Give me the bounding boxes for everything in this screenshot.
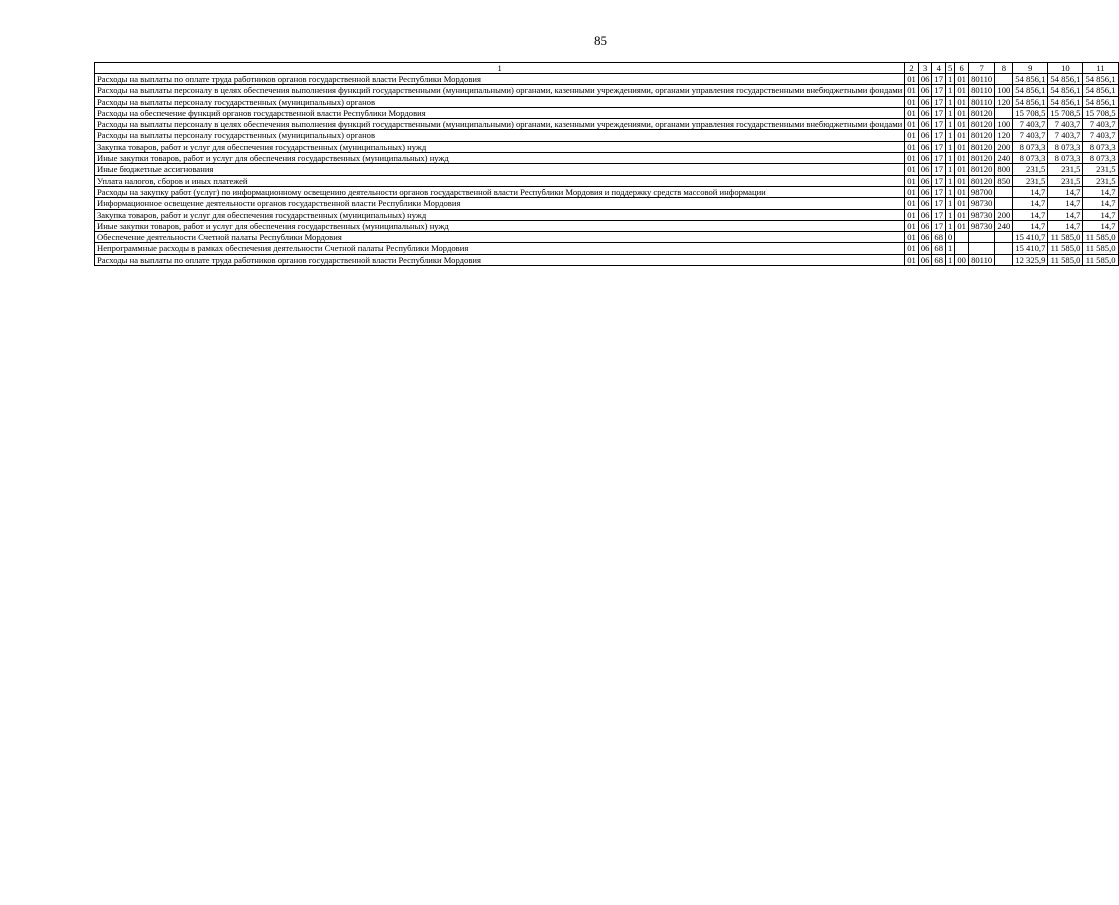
row-cell-col-3: 06 (918, 130, 932, 141)
table-row (95, 74, 1119, 85)
table-header-row (95, 63, 1119, 74)
row-cell-col-4: 17 (932, 96, 946, 107)
header-cell-3: 3 (918, 63, 932, 74)
row-cell-col-9: 14,7 (1013, 198, 1048, 209)
row-cell-col-11: 15 708,5 (1083, 107, 1118, 118)
row-cell-col-5: 1 (946, 175, 955, 186)
row-cell-col-7: 98700 (968, 186, 994, 197)
table-row (95, 153, 1119, 164)
row-cell-col-3: 06 (918, 198, 932, 209)
row-cell-col-9: 7 403,7 (1013, 130, 1048, 141)
row-cell-col-3: 06 (918, 96, 932, 107)
row-cell-col-6: 01 (955, 141, 969, 152)
row-cell-col-10: 14,7 (1048, 220, 1083, 231)
row-cell-col-4: 17 (932, 175, 946, 186)
row-cell-col-10: 7 403,7 (1048, 130, 1083, 141)
row-cell-col-3: 06 (918, 243, 932, 254)
row-cell-col-5: 1 (946, 85, 955, 96)
row-cell-col-3: 06 (918, 175, 932, 186)
row-cell-col-9: 8 073,3 (1013, 141, 1048, 152)
row-cell-col-8: 100 (995, 119, 1013, 130)
row-cell-col-10: 231,5 (1048, 175, 1083, 186)
row-cell-col-10: 11 585,0 (1048, 254, 1083, 265)
row-cell-col-4: 68 (932, 254, 946, 265)
row-cell-col-7: 80120 (968, 164, 994, 175)
header-cell-7: 7 (968, 63, 994, 74)
row-cell-col-10: 7 403,7 (1048, 119, 1083, 130)
row-cell-col-4: 17 (932, 85, 946, 96)
row-cell-col-10: 11 585,0 (1048, 243, 1083, 254)
row-name-cell: Расходы на выплаты персоналу в целях обеспечения выполнения функций государственными (муниципальными) органами, казенными учреждениями, органами управления государственными внебюджетными фондами (95, 119, 905, 130)
row-cell-col-11: 14,7 (1083, 209, 1118, 220)
table-row (95, 85, 1119, 96)
header-cell-4: 4 (932, 63, 946, 74)
row-cell-col-11: 14,7 (1083, 220, 1118, 231)
table-row (95, 96, 1119, 107)
row-cell-col-8: 240 (995, 220, 1013, 231)
row-cell-col-10: 14,7 (1048, 198, 1083, 209)
row-cell-col-9: 15 410,7 (1013, 243, 1048, 254)
row-cell-col-9: 54 856,1 (1013, 96, 1048, 107)
row-cell-col-2: 01 (905, 220, 919, 231)
row-cell-col-11: 11 585,0 (1083, 232, 1118, 243)
table-row (95, 243, 1119, 254)
row-name-cell: Расходы на закупку работ (услуг) по информационному освещению деятельности органов государственной власти Республики Мордовия и поддержку средств массовой информации (95, 186, 905, 197)
row-cell-col-4: 17 (932, 130, 946, 141)
row-cell-col-5: 1 (946, 220, 955, 231)
row-cell-col-7: 98730 (968, 220, 994, 231)
row-cell-col-2: 01 (905, 74, 919, 85)
row-name-cell: Непрограммные расходы в рамках обеспечения деятельности Счетной палаты Республики Мордовия (95, 243, 905, 254)
row-cell-col-7: 80110 (968, 74, 994, 85)
row-cell-col-3: 06 (918, 141, 932, 152)
row-cell-col-3: 06 (918, 186, 932, 197)
row-cell-col-2: 01 (905, 243, 919, 254)
row-cell-col-9: 12 325,9 (1013, 254, 1048, 265)
row-cell-col-7: 80110 (968, 254, 994, 265)
row-cell-col-8 (995, 254, 1013, 265)
row-cell-col-11: 8 073,3 (1083, 153, 1118, 164)
row-cell-col-11: 8 073,3 (1083, 141, 1118, 152)
row-cell-col-5: 1 (946, 119, 955, 130)
row-cell-col-11: 54 856,1 (1083, 85, 1118, 96)
row-cell-col-10: 54 856,1 (1048, 96, 1083, 107)
header-cell-1: 1 (95, 63, 905, 74)
row-cell-col-8 (995, 243, 1013, 254)
row-cell-col-6: 01 (955, 153, 969, 164)
row-cell-col-7: 98730 (968, 209, 994, 220)
table-row (95, 186, 1119, 197)
row-cell-col-11: 14,7 (1083, 186, 1118, 197)
row-name-cell: Расходы на выплаты по оплате труда работников органов государственной власти Республики Мордовия (95, 254, 905, 265)
row-cell-col-4: 68 (932, 243, 946, 254)
row-cell-col-10: 15 708,5 (1048, 107, 1083, 118)
row-cell-col-4: 17 (932, 186, 946, 197)
row-cell-col-7: 80110 (968, 85, 994, 96)
row-cell-col-5: 1 (946, 186, 955, 197)
row-cell-col-9: 14,7 (1013, 220, 1048, 231)
header-cell-5: 5 (946, 63, 955, 74)
row-cell-col-9: 14,7 (1013, 209, 1048, 220)
row-cell-col-2: 01 (905, 209, 919, 220)
row-cell-col-6: 00 (955, 254, 969, 265)
row-name-cell: Иные бюджетные ассигнования (95, 164, 905, 175)
row-cell-col-5: 1 (946, 153, 955, 164)
row-name-cell: Расходы на выплаты персоналу государственных (муниципальных) органов (95, 96, 905, 107)
row-cell-col-3: 06 (918, 85, 932, 96)
row-cell-col-9: 231,5 (1013, 164, 1048, 175)
row-cell-col-8 (995, 186, 1013, 197)
row-name-cell: Расходы на выплаты персоналу в целях обеспечения выполнения функций государственными (муниципальными) органами, казенными учреждениями, органами управления государственными внебюджетными фондами (95, 85, 905, 96)
row-cell-col-4: 17 (932, 74, 946, 85)
row-cell-col-4: 17 (932, 209, 946, 220)
row-name-cell: Иные закупки товаров, работ и услуг для обеспечения государственных (муниципальных) нужд (95, 153, 905, 164)
row-cell-col-7: 80120 (968, 130, 994, 141)
row-cell-col-10: 11 585,0 (1048, 232, 1083, 243)
row-cell-col-10: 8 073,3 (1048, 141, 1083, 152)
row-cell-col-10: 8 073,3 (1048, 153, 1083, 164)
row-name-cell: Расходы на выплаты персоналу государственных (муниципальных) органов (95, 130, 905, 141)
row-cell-col-8 (995, 232, 1013, 243)
table-row (95, 164, 1119, 175)
row-cell-col-7: 80120 (968, 107, 994, 118)
row-cell-col-10: 14,7 (1048, 186, 1083, 197)
row-cell-col-8: 240 (995, 153, 1013, 164)
row-cell-col-11: 231,5 (1083, 175, 1118, 186)
row-cell-col-9: 8 073,3 (1013, 153, 1048, 164)
table-row (95, 107, 1119, 118)
row-cell-col-10: 231,5 (1048, 164, 1083, 175)
row-name-cell: Обеспечение деятельности Счетной палаты Республики Мордовия (95, 232, 905, 243)
row-cell-col-9: 7 403,7 (1013, 119, 1048, 130)
row-cell-col-11: 11 585,0 (1083, 254, 1118, 265)
row-cell-col-2: 01 (905, 254, 919, 265)
row-cell-col-3: 06 (918, 107, 932, 118)
header-cell-8: 8 (995, 63, 1013, 74)
row-cell-col-3: 06 (918, 232, 932, 243)
row-cell-col-8: 120 (995, 96, 1013, 107)
header-cell-9: 9 (1013, 63, 1048, 74)
row-cell-col-8 (995, 107, 1013, 118)
row-cell-col-8: 120 (995, 130, 1013, 141)
row-cell-col-11: 231,5 (1083, 164, 1118, 175)
row-cell-col-2: 01 (905, 164, 919, 175)
row-cell-col-5: 1 (946, 243, 955, 254)
row-cell-col-11: 11 585,0 (1083, 243, 1118, 254)
row-cell-col-10: 14,7 (1048, 209, 1083, 220)
row-name-cell: Информационное освещение деятельности органов государственной власти Республики Мордовия (95, 198, 905, 209)
row-cell-col-5: 1 (946, 107, 955, 118)
table-row (95, 209, 1119, 220)
row-cell-col-8: 800 (995, 164, 1013, 175)
row-cell-col-5: 1 (946, 130, 955, 141)
table-row (95, 220, 1119, 231)
row-cell-col-7: 80120 (968, 119, 994, 130)
row-cell-col-5: 1 (946, 209, 955, 220)
row-cell-col-8: 100 (995, 85, 1013, 96)
row-cell-col-2: 01 (905, 96, 919, 107)
row-cell-col-9: 14,7 (1013, 186, 1048, 197)
row-cell-col-9: 231,5 (1013, 175, 1048, 186)
row-cell-col-10: 54 856,1 (1048, 74, 1083, 85)
row-cell-col-7: 80120 (968, 153, 994, 164)
row-name-cell: Закупка товаров, работ и услуг для обеспечения государственных (муниципальных) нужд (95, 141, 905, 152)
table-row (95, 141, 1119, 152)
row-cell-col-3: 06 (918, 153, 932, 164)
row-name-cell: Уплата налогов, сборов и иных платежей (95, 175, 905, 186)
row-cell-col-6: 01 (955, 198, 969, 209)
row-cell-col-5: 1 (946, 198, 955, 209)
table-row (95, 254, 1119, 265)
row-cell-col-11: 54 856,1 (1083, 74, 1118, 85)
row-cell-col-4: 17 (932, 119, 946, 130)
row-cell-col-3: 06 (918, 220, 932, 231)
header-cell-10: 10 (1048, 63, 1083, 74)
row-cell-col-11: 7 403,7 (1083, 130, 1118, 141)
row-cell-col-3: 06 (918, 119, 932, 130)
row-cell-col-11: 7 403,7 (1083, 119, 1118, 130)
row-cell-col-3: 06 (918, 164, 932, 175)
row-cell-col-5: 0 (946, 232, 955, 243)
row-cell-col-4: 17 (932, 153, 946, 164)
row-cell-col-9: 15 708,5 (1013, 107, 1048, 118)
row-cell-col-2: 01 (905, 141, 919, 152)
row-cell-col-6: 01 (955, 74, 969, 85)
table-row (95, 119, 1119, 130)
page-number: 85 (594, 33, 607, 48)
row-cell-col-2: 01 (905, 198, 919, 209)
row-cell-col-2: 01 (905, 186, 919, 197)
row-cell-col-5: 1 (946, 141, 955, 152)
row-cell-col-5: 1 (946, 254, 955, 265)
row-cell-col-7: 80120 (968, 141, 994, 152)
header-cell-2: 2 (905, 63, 919, 74)
row-cell-col-6 (955, 243, 969, 254)
row-cell-col-8: 200 (995, 141, 1013, 152)
header-cell-11: 11 (1083, 63, 1118, 74)
row-name-cell: Расходы на обеспечение функций органов государственной власти Республики Мордовия (95, 107, 905, 118)
row-cell-col-6: 01 (955, 209, 969, 220)
row-cell-col-2: 01 (905, 107, 919, 118)
row-cell-col-6: 01 (955, 107, 969, 118)
row-cell-col-7: 98730 (968, 198, 994, 209)
row-cell-col-2: 01 (905, 232, 919, 243)
row-cell-col-7: 80110 (968, 96, 994, 107)
row-cell-col-9: 54 856,1 (1013, 74, 1048, 85)
row-cell-col-4: 17 (932, 198, 946, 209)
row-cell-col-5: 1 (946, 164, 955, 175)
row-cell-col-2: 01 (905, 130, 919, 141)
row-cell-col-11: 14,7 (1083, 198, 1118, 209)
row-cell-col-3: 06 (918, 74, 932, 85)
row-cell-col-11: 54 856,1 (1083, 96, 1118, 107)
row-cell-col-6: 01 (955, 164, 969, 175)
row-cell-col-2: 01 (905, 175, 919, 186)
row-cell-col-7 (968, 243, 994, 254)
row-cell-col-2: 01 (905, 85, 919, 96)
row-cell-col-4: 17 (932, 164, 946, 175)
row-cell-col-7 (968, 232, 994, 243)
table-row (95, 232, 1119, 243)
header-cell-6: 6 (955, 63, 969, 74)
row-cell-col-6: 01 (955, 130, 969, 141)
row-cell-col-4: 17 (932, 220, 946, 231)
row-cell-col-6: 01 (955, 85, 969, 96)
row-cell-col-9: 15 410,7 (1013, 232, 1048, 243)
row-cell-col-10: 54 856,1 (1048, 85, 1083, 96)
row-cell-col-6: 01 (955, 119, 969, 130)
row-cell-col-8: 200 (995, 209, 1013, 220)
table-row (95, 198, 1119, 209)
row-cell-col-6: 01 (955, 220, 969, 231)
row-name-cell: Расходы на выплаты по оплате труда работников органов государственной власти Республики Мордовия (95, 74, 905, 85)
row-name-cell: Иные закупки товаров, работ и услуг для обеспечения государственных (муниципальных) нужд (95, 220, 905, 231)
table-row (95, 175, 1119, 186)
row-cell-col-6: 01 (955, 96, 969, 107)
row-cell-col-2: 01 (905, 119, 919, 130)
table-row (95, 130, 1119, 141)
row-cell-col-6 (955, 232, 969, 243)
row-cell-col-5: 1 (946, 96, 955, 107)
row-cell-col-2: 01 (905, 153, 919, 164)
row-cell-col-8 (995, 74, 1013, 85)
row-cell-col-3: 06 (918, 209, 932, 220)
row-cell-col-3: 06 (918, 254, 932, 265)
row-cell-col-8: 850 (995, 175, 1013, 186)
row-cell-col-7: 80120 (968, 175, 994, 186)
row-cell-col-8 (995, 198, 1013, 209)
row-name-cell: Закупка товаров, работ и услуг для обеспечения государственных (муниципальных) нужд (95, 209, 905, 220)
row-cell-col-6: 01 (955, 186, 969, 197)
row-cell-col-4: 17 (932, 141, 946, 152)
row-cell-col-9: 54 856,1 (1013, 85, 1048, 96)
row-cell-col-6: 01 (955, 175, 969, 186)
table-body (95, 74, 1119, 266)
row-cell-col-4: 68 (932, 232, 946, 243)
row-cell-col-5: 1 (946, 74, 955, 85)
budget-table (94, 62, 1119, 266)
row-cell-col-4: 17 (932, 107, 946, 118)
